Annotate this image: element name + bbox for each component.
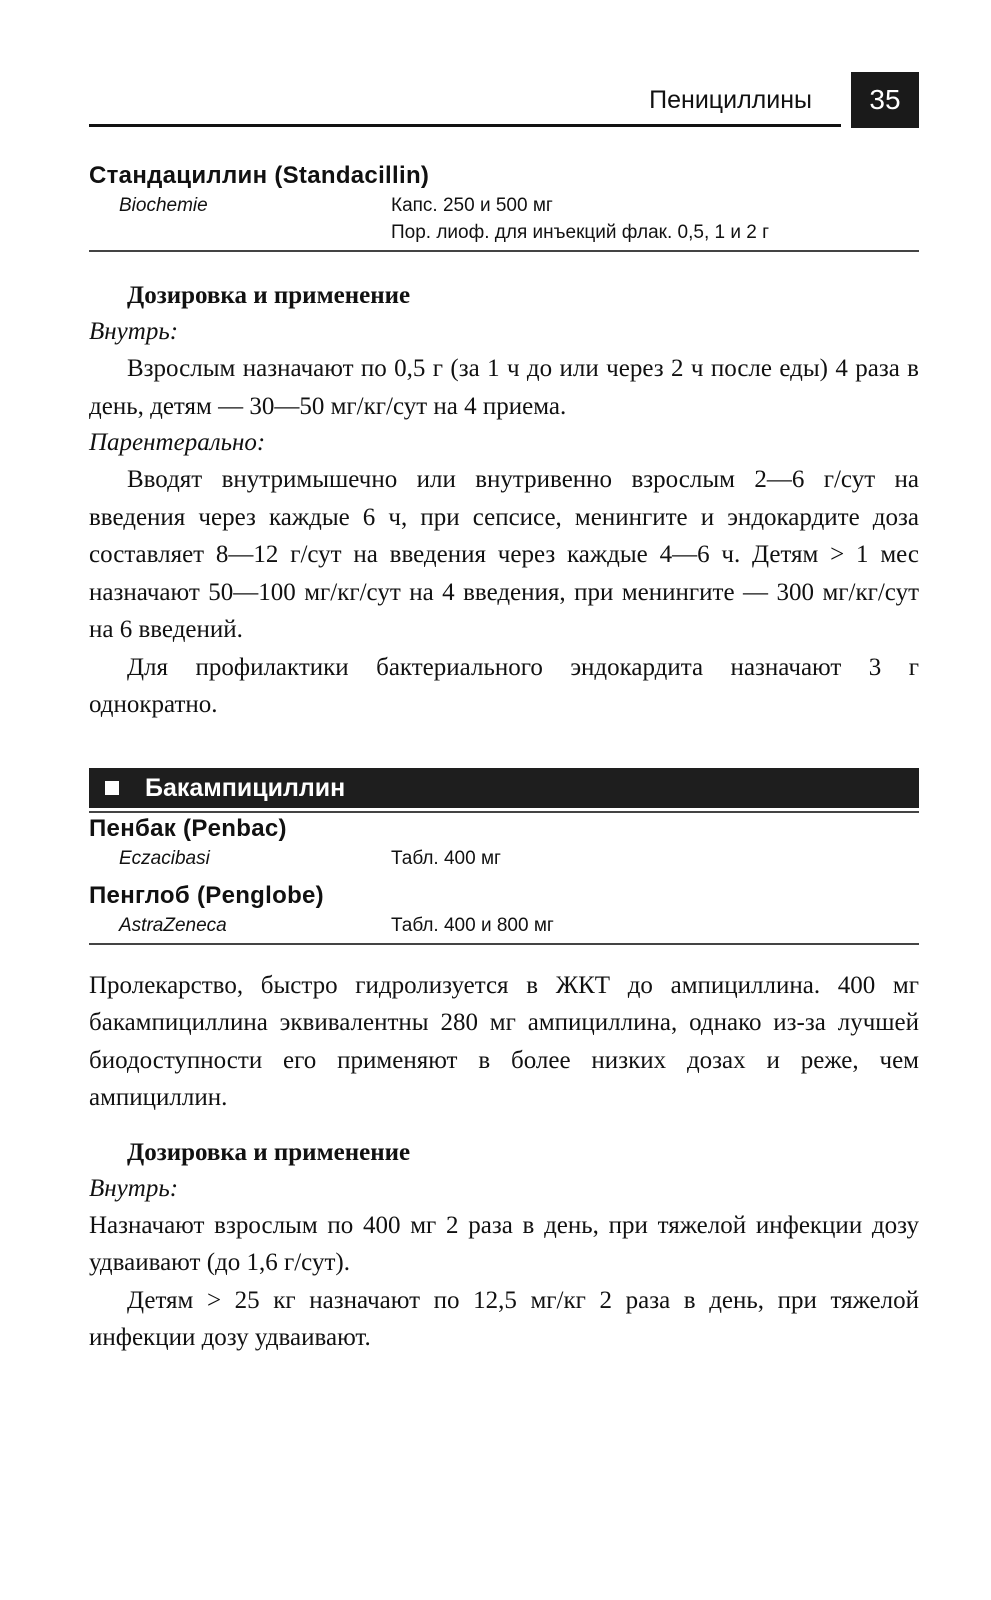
drug-row — [89, 192, 919, 219]
parenteral-text: Вводят внутримышечно или внутривенно взрослым 2—6 г/сут на введения через каждые 6 ч, при сепсисе, менингите и эндокардите доза составляет 8—12 г/сут на введения через каждые 4—6 ч. Детям > 1 мес назначают 50—100 мг/кг/сут на 4 введения, при менингите — 300 мг/кг/сут на 6 введений. — [89, 466, 919, 643]
square-bullet-icon — [105, 781, 119, 795]
drug-form: Табл. 400 мг — [391, 847, 501, 869]
drug-maker: AstraZeneca — [119, 914, 227, 936]
running-header — [89, 70, 919, 128]
drug-maker: Eczacibasi — [119, 847, 210, 869]
drug-form: Табл. 400 и 800 мг — [391, 914, 554, 936]
book-page — [89, 70, 919, 1357]
drug-entries-bacampicillin — [89, 813, 919, 945]
drug-maker: Biochemie — [119, 195, 208, 216]
adult-dosing-text: Назначают взрослым по 400 мг 2 раза в день, при тяжелой инфекции дозу удваивают (до 1,6 г/сут). — [89, 1211, 919, 1276]
drug-form: Капс. 250 и 500 мг — [391, 195, 553, 216]
dosing-heading: Дозировка и применение — [127, 282, 411, 309]
chapter-title: Пенициллины — [649, 86, 812, 114]
dosing-section-1 — [89, 278, 919, 724]
description-text: Пролекарство, быстро гидролизуется в ЖКТ до ампициллина. 400 мг бакампициллина эквивалентны 280 мг ампициллина, однако из-за лучшей биодоступности его применяют в более низких дозах и реже, чем ампициллин. — [89, 971, 919, 1111]
oral-label: Внутрь: — [89, 1174, 179, 1202]
drug-row — [89, 845, 919, 872]
header-rule — [89, 124, 841, 127]
drug-form: Пор. лиоф. для инъекций флак. 0,5, 1 и 2 г — [391, 222, 770, 243]
drug-name: Пенглоб (Penglobe) — [89, 881, 324, 909]
prophylaxis-text: Для профилактики бактериального эндокардита назначают 3 г однократно. — [89, 653, 919, 718]
section-banner — [89, 768, 919, 808]
dosing-heading: Дозировка и применение — [127, 1138, 411, 1166]
oral-label: Внутрь: — [89, 318, 179, 345]
drug-maker-empty — [89, 219, 391, 246]
dosing-section-2 — [89, 1135, 919, 1357]
drug-row — [89, 219, 919, 246]
oral-text: Взрослым назначают по 0,5 г (за 1 ч до или через 2 ч после еды) 4 раза в день, детям — 30—50 мг/кг/сут на 4 приема. — [89, 355, 919, 420]
page-number: 35 — [851, 72, 919, 128]
child-dosing-text: Детям > 25 кг назначают по 12,5 мг/кг 2 раза в день, при тяжелой инфекции дозу удваивают. — [89, 1286, 919, 1351]
parenteral-label: Парентерально: — [89, 429, 266, 456]
drug-entry-standacillin — [89, 160, 919, 252]
drug-name: Пенбак (Penbac) — [89, 814, 287, 842]
section-title: Бакампициллин — [145, 773, 346, 802]
drug-name: Стандациллин (Standacillin) — [89, 162, 430, 189]
drug-row — [89, 912, 919, 939]
